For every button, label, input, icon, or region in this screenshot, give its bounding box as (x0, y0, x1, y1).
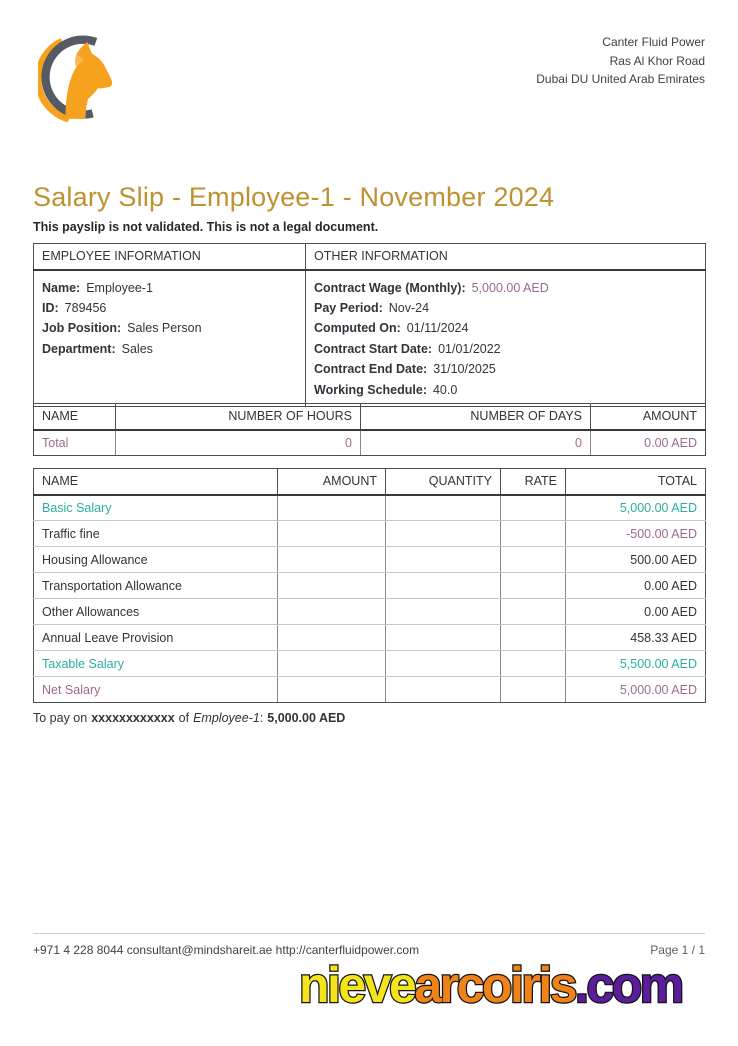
salary-line-name: Housing Allowance (34, 547, 278, 573)
page-number: Page 1 / 1 (650, 943, 705, 957)
salary-line-rate (501, 521, 566, 547)
info-table-header-row (34, 244, 706, 270)
salary-line-amount (278, 547, 386, 573)
salary-line-amount (278, 599, 386, 625)
watermark (299, 956, 682, 1014)
salary-line-quantity (386, 547, 501, 573)
salary-line-amount (278, 625, 386, 651)
salary-line-amount (278, 651, 386, 677)
info-field-label: Contract Start Date: (314, 341, 433, 356)
horse-crescent-logo-icon (38, 28, 128, 128)
info-field (314, 318, 697, 338)
employee-information-header: EMPLOYEE INFORMATION (34, 244, 306, 270)
info-field (314, 380, 697, 400)
salary-line-total: 458.33 AED (566, 625, 706, 651)
info-field-value: 5,000.00 AED (471, 280, 549, 295)
employee-information-cell (34, 270, 306, 407)
info-field (42, 339, 297, 359)
salary-line-rate (501, 625, 566, 651)
salary-line-name: Taxable Salary (34, 651, 278, 677)
pay-prefix: To pay on (33, 711, 88, 725)
info-field-value: 31/10/2025 (433, 362, 496, 377)
salary-line-name: Annual Leave Provision (34, 625, 278, 651)
salary-line-total: 5,500.00 AED (566, 651, 706, 677)
info-field-value: 789456 (64, 300, 107, 315)
table-cell: 0 (116, 430, 361, 456)
salary-line-total: 500.00 AED (566, 547, 706, 573)
table-cell: 0.00 AED (591, 430, 706, 456)
info-field-value: Sales (121, 341, 153, 356)
pay-instruction (33, 711, 345, 725)
other-information-header: OTHER INFORMATION (306, 244, 706, 270)
info-field (42, 318, 297, 338)
footer-contact: +971 4 228 8044 consultant@mindshareit.ae http://canterfluidpower.com (33, 943, 420, 957)
salary-line-amount (278, 521, 386, 547)
info-field (42, 298, 297, 318)
pay-separator: : (259, 711, 264, 725)
info-field (314, 298, 697, 318)
salary-line-total: 5,000.00 AED (566, 495, 706, 521)
salary-line-total: 0.00 AED (566, 573, 706, 599)
table-row (34, 573, 706, 599)
info-table (33, 243, 706, 407)
pay-masked-account: xxxxxxxxxxxx (91, 711, 175, 725)
salary-line-rate (501, 547, 566, 573)
info-field-label: Department: (42, 341, 116, 356)
salary-line-quantity (386, 625, 501, 651)
hours-table-header-cell: NUMBER OF DAYS (361, 404, 591, 430)
salary-line-rate (501, 677, 566, 703)
info-field (42, 278, 297, 298)
salary-table-header-cell: NAME (34, 469, 278, 495)
table-row (34, 547, 706, 573)
salary-line-rate (501, 599, 566, 625)
salary-line-quantity (386, 495, 501, 521)
salary-table-header-cell: RATE (501, 469, 566, 495)
company-address (536, 33, 705, 89)
salary-line-quantity (386, 573, 501, 599)
info-field-value: Nov-24 (388, 300, 430, 315)
salary-line-total: 5,000.00 AED (566, 677, 706, 703)
info-field-label: Contract Wage (Monthly): (314, 280, 466, 295)
validation-notice: This payslip is not validated. This is not a legal document. (33, 220, 379, 234)
footer-divider (33, 933, 705, 934)
pay-amount: 5,000.00 AED (267, 711, 346, 725)
table-row (34, 625, 706, 651)
hours-table-header-row (34, 404, 706, 430)
salary-line-amount (278, 495, 386, 521)
salary-line-rate (501, 573, 566, 599)
salary-table-header-cell: TOTAL (566, 469, 706, 495)
salary-line-quantity (386, 521, 501, 547)
info-field-value: 01/11/2024 (406, 321, 469, 336)
company-address-line: Canter Fluid Power (602, 35, 705, 49)
pay-employee-name: Employee-1 (193, 711, 260, 725)
salary-table-header-cell: AMOUNT (278, 469, 386, 495)
table-row (34, 495, 706, 521)
hours-table-header-cell: AMOUNT (591, 404, 706, 430)
salary-table-header-cell: QUANTITY (386, 469, 501, 495)
hours-table-header-cell: NAME (34, 404, 116, 430)
info-field-label: Contract End Date: (314, 362, 428, 377)
table-cell: Total (34, 430, 116, 456)
info-field-value: Employee-1 (86, 280, 153, 295)
company-address-line: Dubai DU United Arab Emirates (536, 72, 705, 86)
info-field-label: Job Position: (42, 321, 122, 336)
company-logo (38, 28, 128, 128)
info-field-value: 40.0 (432, 382, 458, 397)
salary-line-name: Other Allowances (34, 599, 278, 625)
salary-table (33, 468, 706, 703)
salary-line-quantity (386, 651, 501, 677)
salary-line-amount (278, 573, 386, 599)
salary-line-total: -500.00 AED (566, 521, 706, 547)
watermark-part-2: arcoiris (414, 957, 576, 1013)
page-title: Salary Slip - Employee-1 - November 2024 (33, 182, 555, 212)
info-field (314, 278, 697, 298)
table-row (34, 651, 706, 677)
table-row (34, 677, 706, 703)
info-field-value: 01/01/2022 (438, 341, 501, 356)
info-field-value: Sales Person (127, 321, 202, 336)
info-field (314, 339, 697, 359)
salary-line-name: Basic Salary (34, 495, 278, 521)
salary-line-quantity (386, 599, 501, 625)
hours-table-header-cell: NUMBER OF HOURS (116, 404, 361, 430)
table-row (34, 599, 706, 625)
salary-line-total: 0.00 AED (566, 599, 706, 625)
salary-line-quantity (386, 677, 501, 703)
salary-line-rate (501, 651, 566, 677)
table-cell: 0 (361, 430, 591, 456)
info-field (314, 359, 697, 379)
watermark-part-3: .com (575, 957, 682, 1013)
info-table-body-row (34, 270, 706, 407)
info-field-label: ID: (42, 300, 59, 315)
table-row (34, 521, 706, 547)
salary-line-rate (501, 495, 566, 521)
other-information-cell (306, 270, 706, 407)
info-field-label: Name: (42, 280, 81, 295)
salary-line-name: Traffic fine (34, 521, 278, 547)
watermark-part-1: nieve (299, 957, 415, 1013)
info-field-label: Working Schedule: (314, 382, 427, 397)
salary-line-name: Net Salary (34, 677, 278, 703)
company-address-line: Ras Al Khor Road (609, 53, 705, 68)
info-field-label: Computed On: (314, 321, 401, 336)
hours-table (33, 403, 706, 456)
table-row (34, 430, 706, 456)
salary-table-header-row (34, 469, 706, 495)
info-field-label: Pay Period: (314, 300, 383, 315)
salary-line-amount (278, 677, 386, 703)
salary-line-name: Transportation Allowance (34, 573, 278, 599)
pay-connector: of (178, 711, 190, 725)
